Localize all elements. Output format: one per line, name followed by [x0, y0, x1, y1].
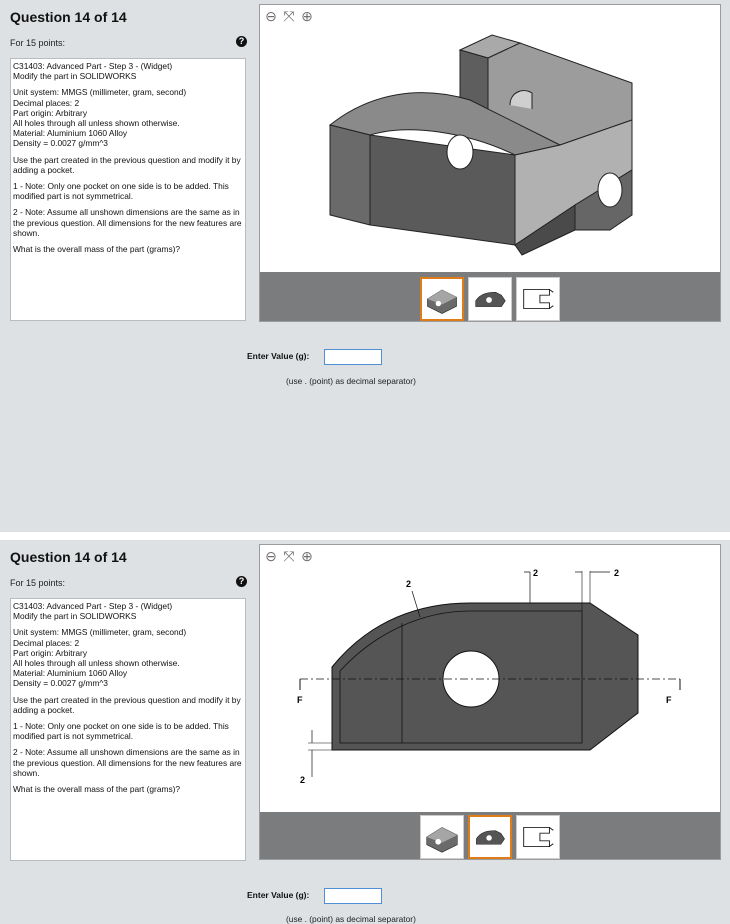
dim-label: 2 — [614, 568, 620, 578]
points-label: For 15 points: — [10, 578, 66, 588]
question-line: Decimal places: 2 — [13, 637, 80, 648]
zoom-in-icon[interactable]: ⊕ — [301, 8, 313, 24]
answer-input[interactable] — [324, 349, 382, 365]
section-label-left: F — [297, 695, 303, 705]
question-title: Question 14 of 14 — [10, 549, 127, 565]
zoom-out-icon[interactable]: ⊖ — [265, 548, 277, 564]
question-line: Density = 0.0027 g/mm^3 — [13, 678, 108, 689]
thumbnail-side[interactable] — [468, 277, 512, 321]
fit-screen-icon[interactable]: ⤧ — [283, 548, 295, 564]
question-text-box — [10, 58, 246, 321]
side-view-drawing — [260, 545, 720, 812]
question-line: Decimal places: 2 — [13, 97, 80, 108]
question-line: 2 - Note: Assume all unshown dimensions are the same as in the previous question. All dimensions for the new features are shown. — [13, 747, 242, 778]
points-label: For 15 points: — [10, 38, 66, 48]
fit-screen-icon[interactable]: ⤧ — [283, 8, 295, 24]
zoom-in-icon[interactable]: ⊕ — [301, 548, 313, 564]
dim-label: 2 — [406, 579, 412, 589]
question-line: 1 - Note: Only one pocket on one side is to be added. This modified part is not symmetrical. — [13, 721, 229, 742]
question-line: Part origin: Arbitrary — [13, 107, 88, 118]
question-line: C31403: Advanced Part - Step 3 - (Widget) — [13, 601, 173, 611]
dim-label: 2 — [300, 775, 306, 785]
decimal-hint: (use . (point) as decimal separator) — [286, 376, 416, 386]
question-text-box — [10, 598, 246, 861]
question-line: 2 - Note: Assume all unshown dimensions are the same as in the previous question. All dimensions for the new features are shown. — [13, 207, 242, 238]
question-line: Unit system: MMGS (millimeter, gram, second) — [13, 627, 187, 638]
section-label-right: F — [666, 695, 672, 705]
answer-label: Enter Value (g): — [247, 890, 310, 900]
image-viewer — [259, 544, 721, 860]
thumbnail-strip — [420, 277, 560, 321]
thumbnail-strip — [420, 815, 560, 859]
question-line: Material: Aluminium 1060 Alloy — [13, 128, 128, 139]
question-line: C31403: Advanced Part - Step 3 - (Widget) — [13, 61, 173, 71]
image-area — [260, 545, 720, 812]
question-line: Material: Aluminium 1060 Alloy — [13, 668, 128, 679]
question-circle-icon[interactable]: ? — [236, 576, 247, 587]
question-line: What is the overall mass of the part (grams)? — [13, 244, 181, 255]
question-line: 1 - Note: Only one pocket on one side is to be added. This modified part is not symmetrical. — [13, 181, 229, 202]
panel-divider — [0, 532, 730, 540]
decimal-hint: (use . (point) as decimal separator) — [286, 914, 416, 924]
image-area — [260, 5, 720, 272]
question-line: Part origin: Arbitrary — [13, 647, 88, 658]
isometric-part-image — [260, 5, 720, 272]
thumbnail-isometric[interactable] — [420, 277, 464, 321]
question-line: All holes through all unless shown otherwise. — [13, 118, 180, 129]
question-line: Modify the part in SOLIDWORKS — [13, 611, 137, 622]
thumbnail-side[interactable] — [468, 815, 512, 859]
dim-label: 2 — [533, 568, 539, 578]
zoom-out-icon[interactable]: ⊖ — [265, 8, 277, 24]
question-circle-icon[interactable]: ? — [236, 36, 247, 47]
thumbnail-top[interactable] — [516, 277, 560, 321]
question-line: Unit system: MMGS (millimeter, gram, second) — [13, 87, 187, 98]
question-line: Density = 0.0027 g/mm^3 — [13, 138, 108, 149]
question-line: Modify the part in SOLIDWORKS — [13, 71, 137, 82]
question-line: Use the part created in the previous question and modify it by adding a pocket. — [13, 694, 241, 715]
question-line: Use the part created in the previous question and modify it by adding a pocket. — [13, 154, 241, 175]
thumbnail-top[interactable] — [516, 815, 560, 859]
image-viewer — [259, 4, 721, 322]
question-title: Question 14 of 14 — [10, 9, 127, 25]
question-panel-2 — [0, 540, 730, 924]
question-line: All holes through all unless shown otherwise. — [13, 658, 180, 669]
answer-input[interactable] — [324, 888, 382, 904]
thumbnail-isometric[interactable] — [420, 815, 464, 859]
answer-label: Enter Value (g): — [247, 351, 310, 361]
question-line: What is the overall mass of the part (grams)? — [13, 784, 181, 795]
